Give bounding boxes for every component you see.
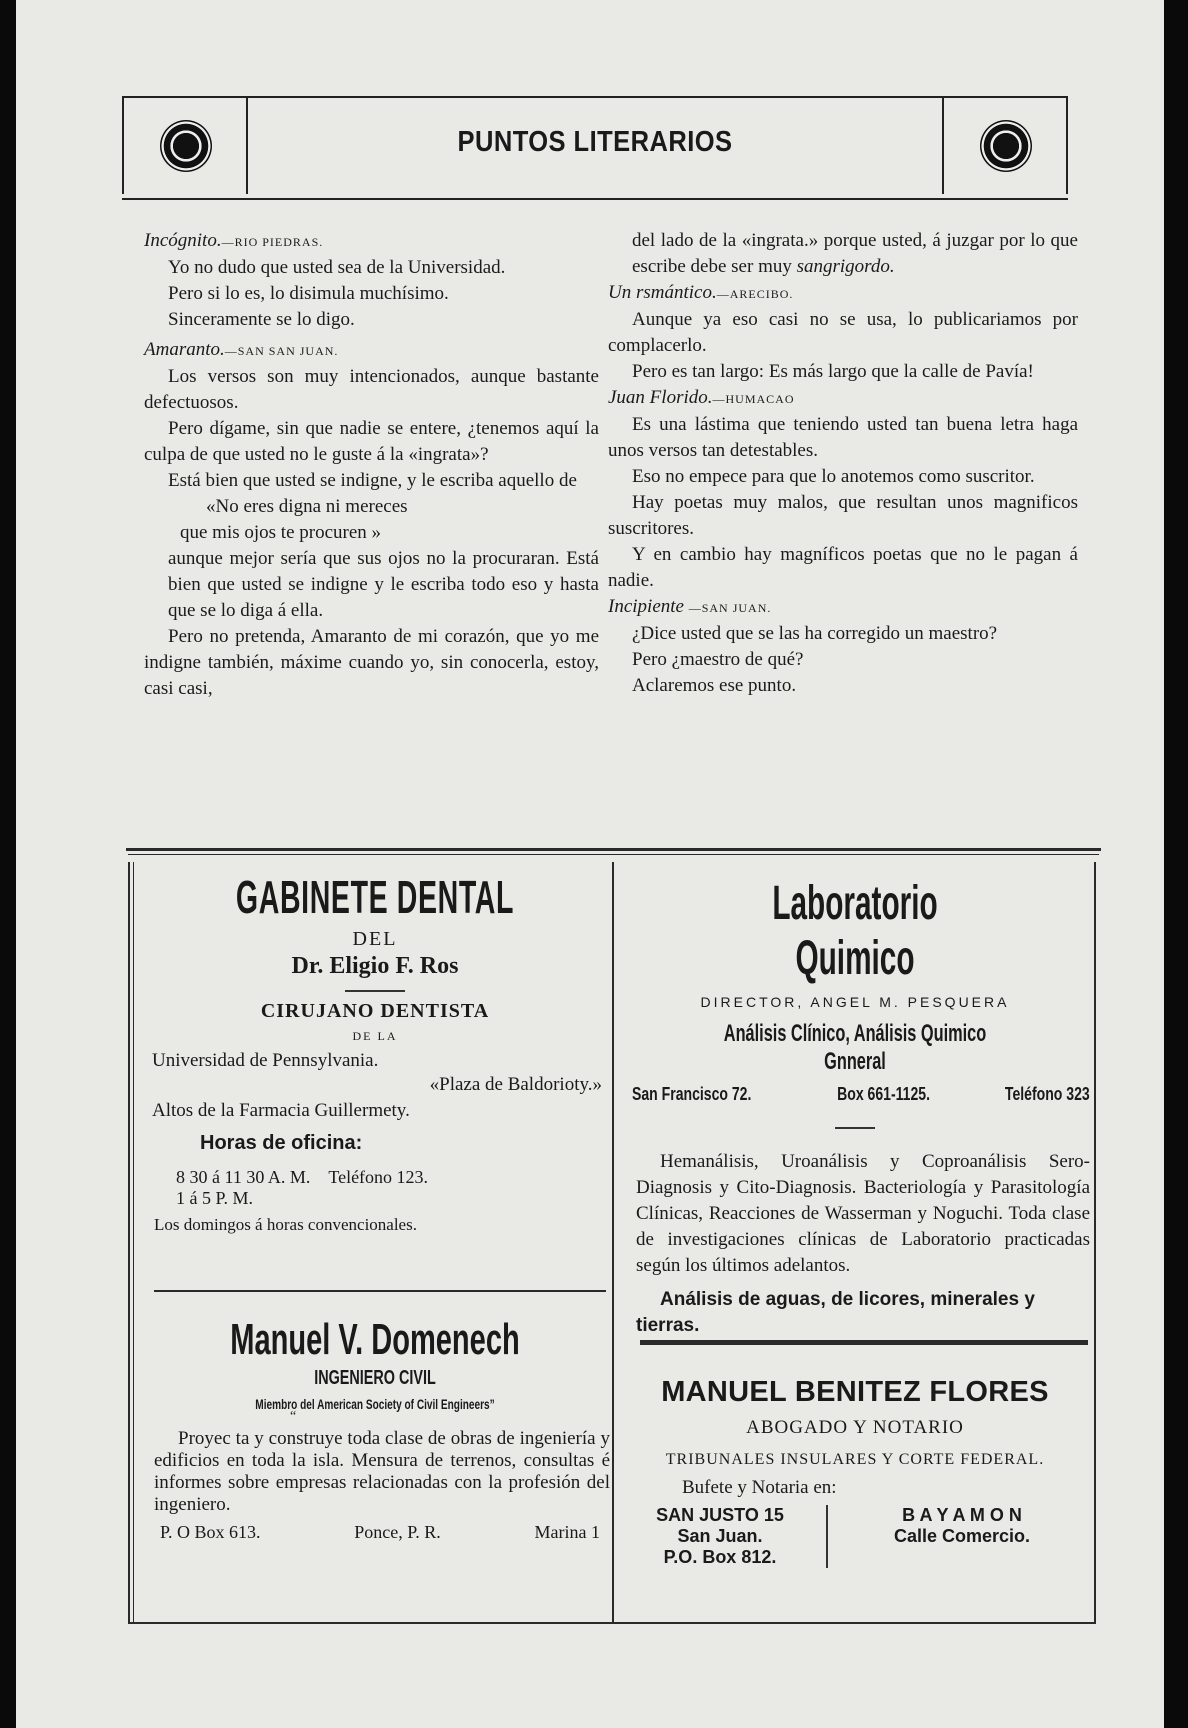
address-line: P.O. Box 812. (663, 1547, 777, 1567)
paragraph: Sinceramente se lo digo. (168, 309, 355, 330)
ad-benitez-flores (620, 1370, 1090, 1610)
address-line: B A Y A M O N (902, 1505, 1022, 1525)
reply-entry-incognito (144, 228, 599, 333)
de-la: DE LA (352, 1029, 398, 1043)
profession: CIRUJANO DENTISTA (260, 1000, 490, 1022)
director: DIRECTOR, ANGEL M. PESQUERA (700, 994, 1010, 1010)
paragraph: Aclaremos ese punto. (632, 675, 797, 696)
pseudonym: Juan Florido. (608, 387, 713, 408)
altos: Altos de la Farmacia Guillermety. (152, 1100, 410, 1121)
phone: Teléfono 123. (328, 1167, 429, 1187)
address-bayamon (828, 1505, 1090, 1568)
location: —HUMACAO (712, 392, 795, 406)
paragraph: Hay poetas muy malos, que resultan unos magnificos suscritores. (608, 492, 1078, 539)
profession: ABOGADO Y NOTARIO (746, 1417, 964, 1438)
profession: INGENIERO CIVIL (314, 1367, 436, 1389)
entry-heading (144, 337, 599, 364)
section-title: PUNTOS LITERARIOS (457, 126, 733, 158)
paragraph: Aunque ya eso casi no se usa, lo publicariamos por complacerlo. (608, 309, 1078, 356)
address-line: SAN JUSTO 15 (656, 1505, 784, 1525)
entry-heading (608, 594, 1078, 621)
ad-frame-right-rule (1094, 862, 1096, 1622)
location: —RIO PIEDRAS. (221, 235, 324, 249)
address: San Francisco 72. (632, 1084, 752, 1104)
entry-heading (608, 280, 1078, 307)
paragraph: aunque mejor sería que sus ojos no la procuraran. Está bien que usted se indigne y le escriba todo eso y hasta que se lo diga á ella. (168, 548, 599, 621)
header-ornament-left (122, 98, 248, 194)
location: —SAN JUAN. (688, 601, 772, 615)
entry-heading (144, 228, 599, 255)
ad-frame-top-rule (126, 848, 1101, 851)
contact-row (620, 1084, 1090, 1105)
continuation-italic: sangrigordo. (796, 256, 895, 277)
ad-subheading: DEL (352, 928, 398, 950)
courts: TRIBUNALES INSULARES Y CORTE FEDERAL. (665, 1451, 1045, 1468)
ad-frame-left-rule-thin (133, 862, 134, 1622)
ad-gabinete-dental (140, 862, 610, 1282)
page-number (1021, 28, 1041, 44)
ad-title: Manuel V. Domenech (230, 1315, 520, 1364)
pseudonym: Incipiente (608, 596, 684, 617)
plaza: «Plaza de Baldorioty.» (429, 1074, 602, 1095)
ad-divider-left (154, 1290, 606, 1292)
box: Box 661-1125. (836, 1084, 930, 1104)
ad-laboratorio (620, 862, 1090, 1336)
column-left (144, 228, 599, 706)
doctor-name: Dr. Eligio F. Ros (291, 953, 459, 979)
paragraph: ¿Dice usted que se las ha corregido un maestro? (632, 623, 998, 644)
pseudonym: Un rsmántico. (608, 282, 717, 303)
divider (345, 990, 405, 992)
hours-row (176, 1167, 610, 1188)
magazine-page (16, 0, 1164, 1728)
street: Marina 1 (534, 1522, 600, 1542)
membership: Miembro del American Society of Civil Engineers” (255, 1396, 495, 1412)
hours-title: Horas de oficina: (200, 1132, 363, 1154)
column-right (608, 228, 1078, 699)
paragraph (608, 228, 1078, 280)
paragraph: Pero es tan largo: Es más largo que la calle de Pavía! (632, 361, 1034, 382)
ad-frame-left-rule (128, 862, 130, 1622)
address-line: Calle Comercio. (893, 1526, 1031, 1546)
paragraph: Y en cambio hay magníficos poetas que no le pagan á nadie. (608, 544, 1078, 591)
rosette-icon (980, 120, 1032, 172)
address-line: San Juan. (677, 1526, 763, 1546)
ad-frame-bottom-rule (128, 1622, 1096, 1624)
ad-title: GABINETE DENTAL (235, 871, 515, 923)
rosette-icon (160, 120, 212, 172)
pseudonym: Incógnito. (144, 230, 222, 251)
hours-afternoon: 1 á 5 P. M. (176, 1188, 254, 1208)
ad-divider-right (640, 1340, 1088, 1345)
entry-heading (608, 385, 1078, 412)
ad-frame-middle-rule (612, 862, 614, 1622)
reply-entry-amaranto (144, 337, 599, 702)
paragraph: Está bien que usted se indigne, y le escriba aquello de (168, 470, 577, 491)
continuation-text: del lado de la «ingrata.» porque usted, á juzgar por lo que escribe debe ser muy (632, 230, 1078, 277)
sundays: Los domingos á horas convencionales. (154, 1215, 417, 1234)
ad-body: Hemanálisis, Uroanálisis y Coproanálisis Sero-Diagnosis y Cito-Diagnosis. Bacteriología y Parasitología Clínicas, Reacciones de Wasserman y Noguchi. Toda clase de investigaciones clínicas de Laboratorio practicadas según los últimos adelantos. (636, 1151, 1090, 1276)
paragraph: Yo no dudo que usted sea de la Universidad. (168, 257, 506, 278)
ad-domenech (140, 1305, 610, 1605)
paragraph: Los versos son muy intencionados, aunque bastante defectuosos. (144, 366, 599, 413)
city: Ponce, P. R. (354, 1522, 441, 1542)
paragraph: Es una lástima que teniendo usted tan buena letra haga unos versos tan detestables. (608, 414, 1078, 461)
paragraph: Pero no pretenda, Amaranto de mi corazón, que yo me indigne también, máxime cuando yo, sin conocerla, estoy, casi casi, (144, 626, 599, 699)
location: —ARECIBO. (716, 287, 794, 301)
ad-frame-top-rule-thin (128, 854, 1099, 855)
po-box: P. O Box 613. (160, 1522, 261, 1542)
hours-morning: 8 30 á 11 30 A. M. (176, 1167, 311, 1187)
ad-title: MANUEL BENITEZ FLORES (661, 1376, 1049, 1408)
ad-title: Laboratorio Quimico (772, 877, 938, 985)
paragraph: Eso no empece para que lo anotemos como suscritor. (632, 466, 1035, 487)
divider (835, 1127, 875, 1129)
contact-row (160, 1522, 610, 1543)
header-ornament-right (942, 98, 1068, 194)
subtitle: Análisis Clínico, Análisis Quimico Gnneral (723, 1020, 987, 1075)
paragraph: Pero dígame, sin que nadie se entere, ¿tenemos aquí la culpa de que usted no le guste á la «ingrata»? (144, 418, 599, 465)
university: Universidad de Pennsylvania. (152, 1050, 379, 1071)
section-header (122, 96, 1068, 200)
addresses (620, 1505, 1090, 1568)
paragraph: Pero si lo es, lo disimula muchísimo. (168, 283, 449, 304)
paragraph: Pero ¿maestro de qué? (632, 649, 804, 670)
location: —SAN SAN JUAN. (224, 344, 339, 358)
verse-line: que mis ojos te procuren » (180, 522, 382, 543)
bufete: Bufete y Notaria en: (682, 1477, 837, 1498)
pseudonym: Amaranto. (144, 339, 225, 360)
address-san-juan (620, 1505, 828, 1568)
ad-body: Proyec ta y construye toda clase de obras de ingeniería y edificios en toda la isla. Mensura de terrenos, consultas é informes sobre empresas relacionadas con la profesión del ingeniero. (154, 1428, 610, 1515)
verse-line: «No eres digna ni mereces (206, 496, 408, 517)
phone: Teléfono 323 (1005, 1084, 1090, 1104)
ad-body-bold: Análisis de aguas, de licores, minerales y tierras. (636, 1289, 1035, 1336)
quote-mark: “ (290, 1409, 297, 1424)
